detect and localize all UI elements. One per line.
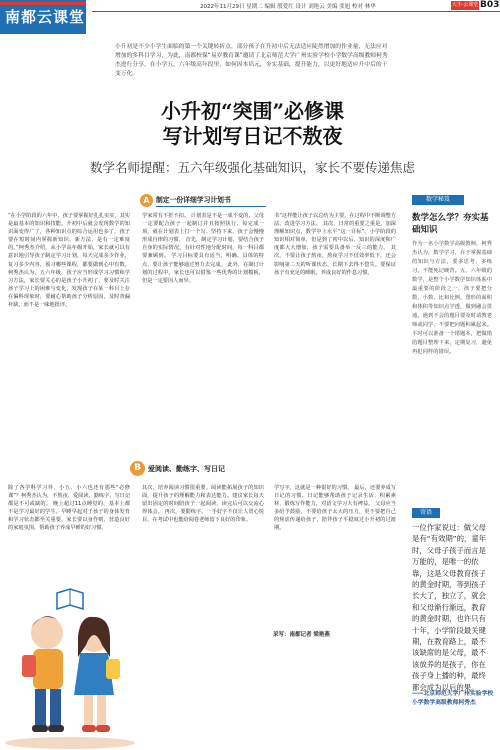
boy-figure	[22, 616, 64, 732]
section-b-title: 爱阅读、勤练字、写日记	[148, 465, 225, 473]
section-b-heading	[130, 461, 280, 477]
sidebar-tag: 数学秘笈	[412, 195, 464, 205]
article-column-2: 学家常有不折不扣。 计划表是不是一成不变的，父母一定要配合孩子一起制订并且按照执行，每完成一项，就在计划表上打一个勾。坚持下来，孩子会慢慢形成自律的习惯。 首先，制定学习计划，要结合孩子自身的实际情况，有针对性地分配时间，每一科目都要兼顾到。 学习目标要具有适当、明确、具体的特点，要让孩子能够通过努力去完成。 此外，在制订计划的过程中，家长也可以借鉴一些优秀的计划模板，但是一定要因人而异。	[142, 213, 264, 284]
girl-figure	[74, 617, 120, 732]
section-a-underline	[156, 206, 266, 207]
logo-accent-bar	[0, 2, 86, 5]
reporter-byline: 采写：南都记者 梁艳燕	[273, 632, 330, 638]
sidebar-quote-tag: 寄语	[412, 508, 440, 518]
sidebar-title: 数学怎么学？夯实基础知识	[412, 213, 489, 235]
section-a-heading	[140, 194, 270, 207]
article-column-3: 书”这样能让孩子以总结为主要，在过程中不断调整方法、改进学习方法。 其次，日常的重要之重是，加深理解知识点，数学中上水平“这一目标”。小学阶段的知识相对简单，但是到了初中以后，知识的深度和广度都大大增加，孩子需要具备举一反三的能力。 其次，不要让孩子熬夜。熬夜学习不仅效率低下，还会影响第二天的听课状态，长期下去得不偿失。要保证孩子有充足的睡眠，养成良好的作息习惯。	[274, 213, 397, 276]
students-illustration	[2, 565, 137, 750]
logo-text: 南都云课堂	[5, 8, 86, 26]
article-column-6: 学写字，这就是一种很好的习惯。 最后，还要养成写日记的习惯。日记能够帮助孩子记录生活、积累素材、锻炼写作能力，对语文学习大有裨益。 父母应当多给予鼓励，不要给孩子太大的压力，更不要把自己的焦虑传递给孩子，陪伴孩子平稳度过小升初的过渡期。	[274, 485, 396, 532]
headline-line-2: 写计划写日记不敖夜	[162, 124, 343, 148]
edition-info: 2022年11月29日 星期二 编辑 殷爱红 设计 刘艳云 美编 张旭 校对 林华	[200, 4, 376, 10]
sidebar-body: 作为一名小学数学高级教师，柯秀杰认为，数学学习，在于掌握基础的知识与方法，要多思考、多练习，不能死记硬背。五、六年级的数学，是整个小学数学知识体系中最重要的阶段之一，孩子要把分数、小数、比和比例、图形的面积和体积等知识点学透，做到融会贯通。遇到不会的题目要及时请教老师或同学，不要把问题积累起来。平时可以准备一个错题本，把做错的题目整理下来，定期复习，避免再犯同样的错误。	[412, 241, 492, 355]
article-column-4: 除了各学科学习外，小五、小六也还有那些“必修课”？柯秀杰认为，不熬夜、爱阅读、勤练字、写日记都是不可或缺的。 晚上超过11点睡觉的，基本上都不是学习最好的学生。早睡早起对于孩子的身体发育和学习状态都至关重要。家长要以身作则，营造良好的家庭氛围，帮助孩子养成早睡的好习惯。	[8, 485, 131, 532]
lead-paragraph: 小升初是不少小学生面临的第一个关键转折点，部分孩子在升初中后无法适应陡然增加的作业量，无法应对增加的多科目学习，为此，南都校保“易岁教育课”邀请了北京师范大学广州实验学校小学数学高级教师柯秀杰进行分享，在小学五、六年级高年段里，如何因本培元，夯实基础，提升能力，以更好地适应升中后的干变万化。	[115, 44, 388, 77]
headline	[110, 99, 395, 149]
section-a-letter: A	[140, 194, 153, 207]
header-rule	[92, 11, 500, 12]
subheadline: 数学名师提醒：五六年级强化基础知识，家长不要传递焦虑	[89, 160, 415, 175]
masthead	[0, 0, 500, 26]
article-column-5: 其次，培养阅读习惯很重要。阅读能拓展孩子的知识面，提升孩子的理解能力和表达能力。建议家长每天留出固定的时间陪孩子一起阅读，读完后可以交流心得体会。 再次，要勤练字。一手好字不仅让人赏心悦目，在考试中也能给阅卷老师留下良好的印象。	[142, 485, 264, 524]
article-column-1: “在小学阶段的六年中，孩子要掌握好扎扎实实，其实是最基本的知识和技能。升初中后就会发现数学的知识面变得广了，各种知识点的综合运用也多了，孩子要在短时间内掌握新知识、新方法，是有一定难度的。”柯秀杰介绍，从小学高年级开始，家长就可以有意识地引导孩子制定学习计划，每天完成多少作业，复习多少内容，预习哪些课程，都要做到心中有数。 柯秀杰认为，五六年级，孩子应当形成学习习惯和学习方法，家长要关心的是孩子小升初了，要及时关注孩子学习上的困难与变化，发现孩子在某一科目上存在偏科现象时，要耐心帮助孩子分析原因，及时查漏补缺，而不是一味地批评。	[8, 213, 131, 309]
sidebar-quote: 一位作家说过：做父母是有“有效期”的，童年时，父母子孩子而言是万能的，是唯一的依靠，这是父母教育孩子的黄金时期，等到孩子长大了，独立了，就会和父母渐行渐远，教育的黄金时期，也许只有十年，小学阶段最关键期，在教育路上，最不该缺席的是父母，最不该放养的是孩子，你在孩子身上播的种，最终都会成为以后的果。	[412, 523, 487, 692]
book-icon	[57, 589, 83, 609]
page-number: B03	[480, 0, 500, 10]
column-logo	[0, 0, 86, 34]
section-a-title: 制定一份详细学习计划书	[156, 196, 231, 204]
headline-line-1: 小升初“突围”必修课	[160, 99, 344, 123]
section-tag: 大手·云课堂	[451, 2, 479, 8]
sidebar-quote-author: ——北京师范大学广州实验学校小学数学高级教师柯秀杰	[412, 691, 494, 706]
section-b-letter: B	[130, 461, 145, 476]
